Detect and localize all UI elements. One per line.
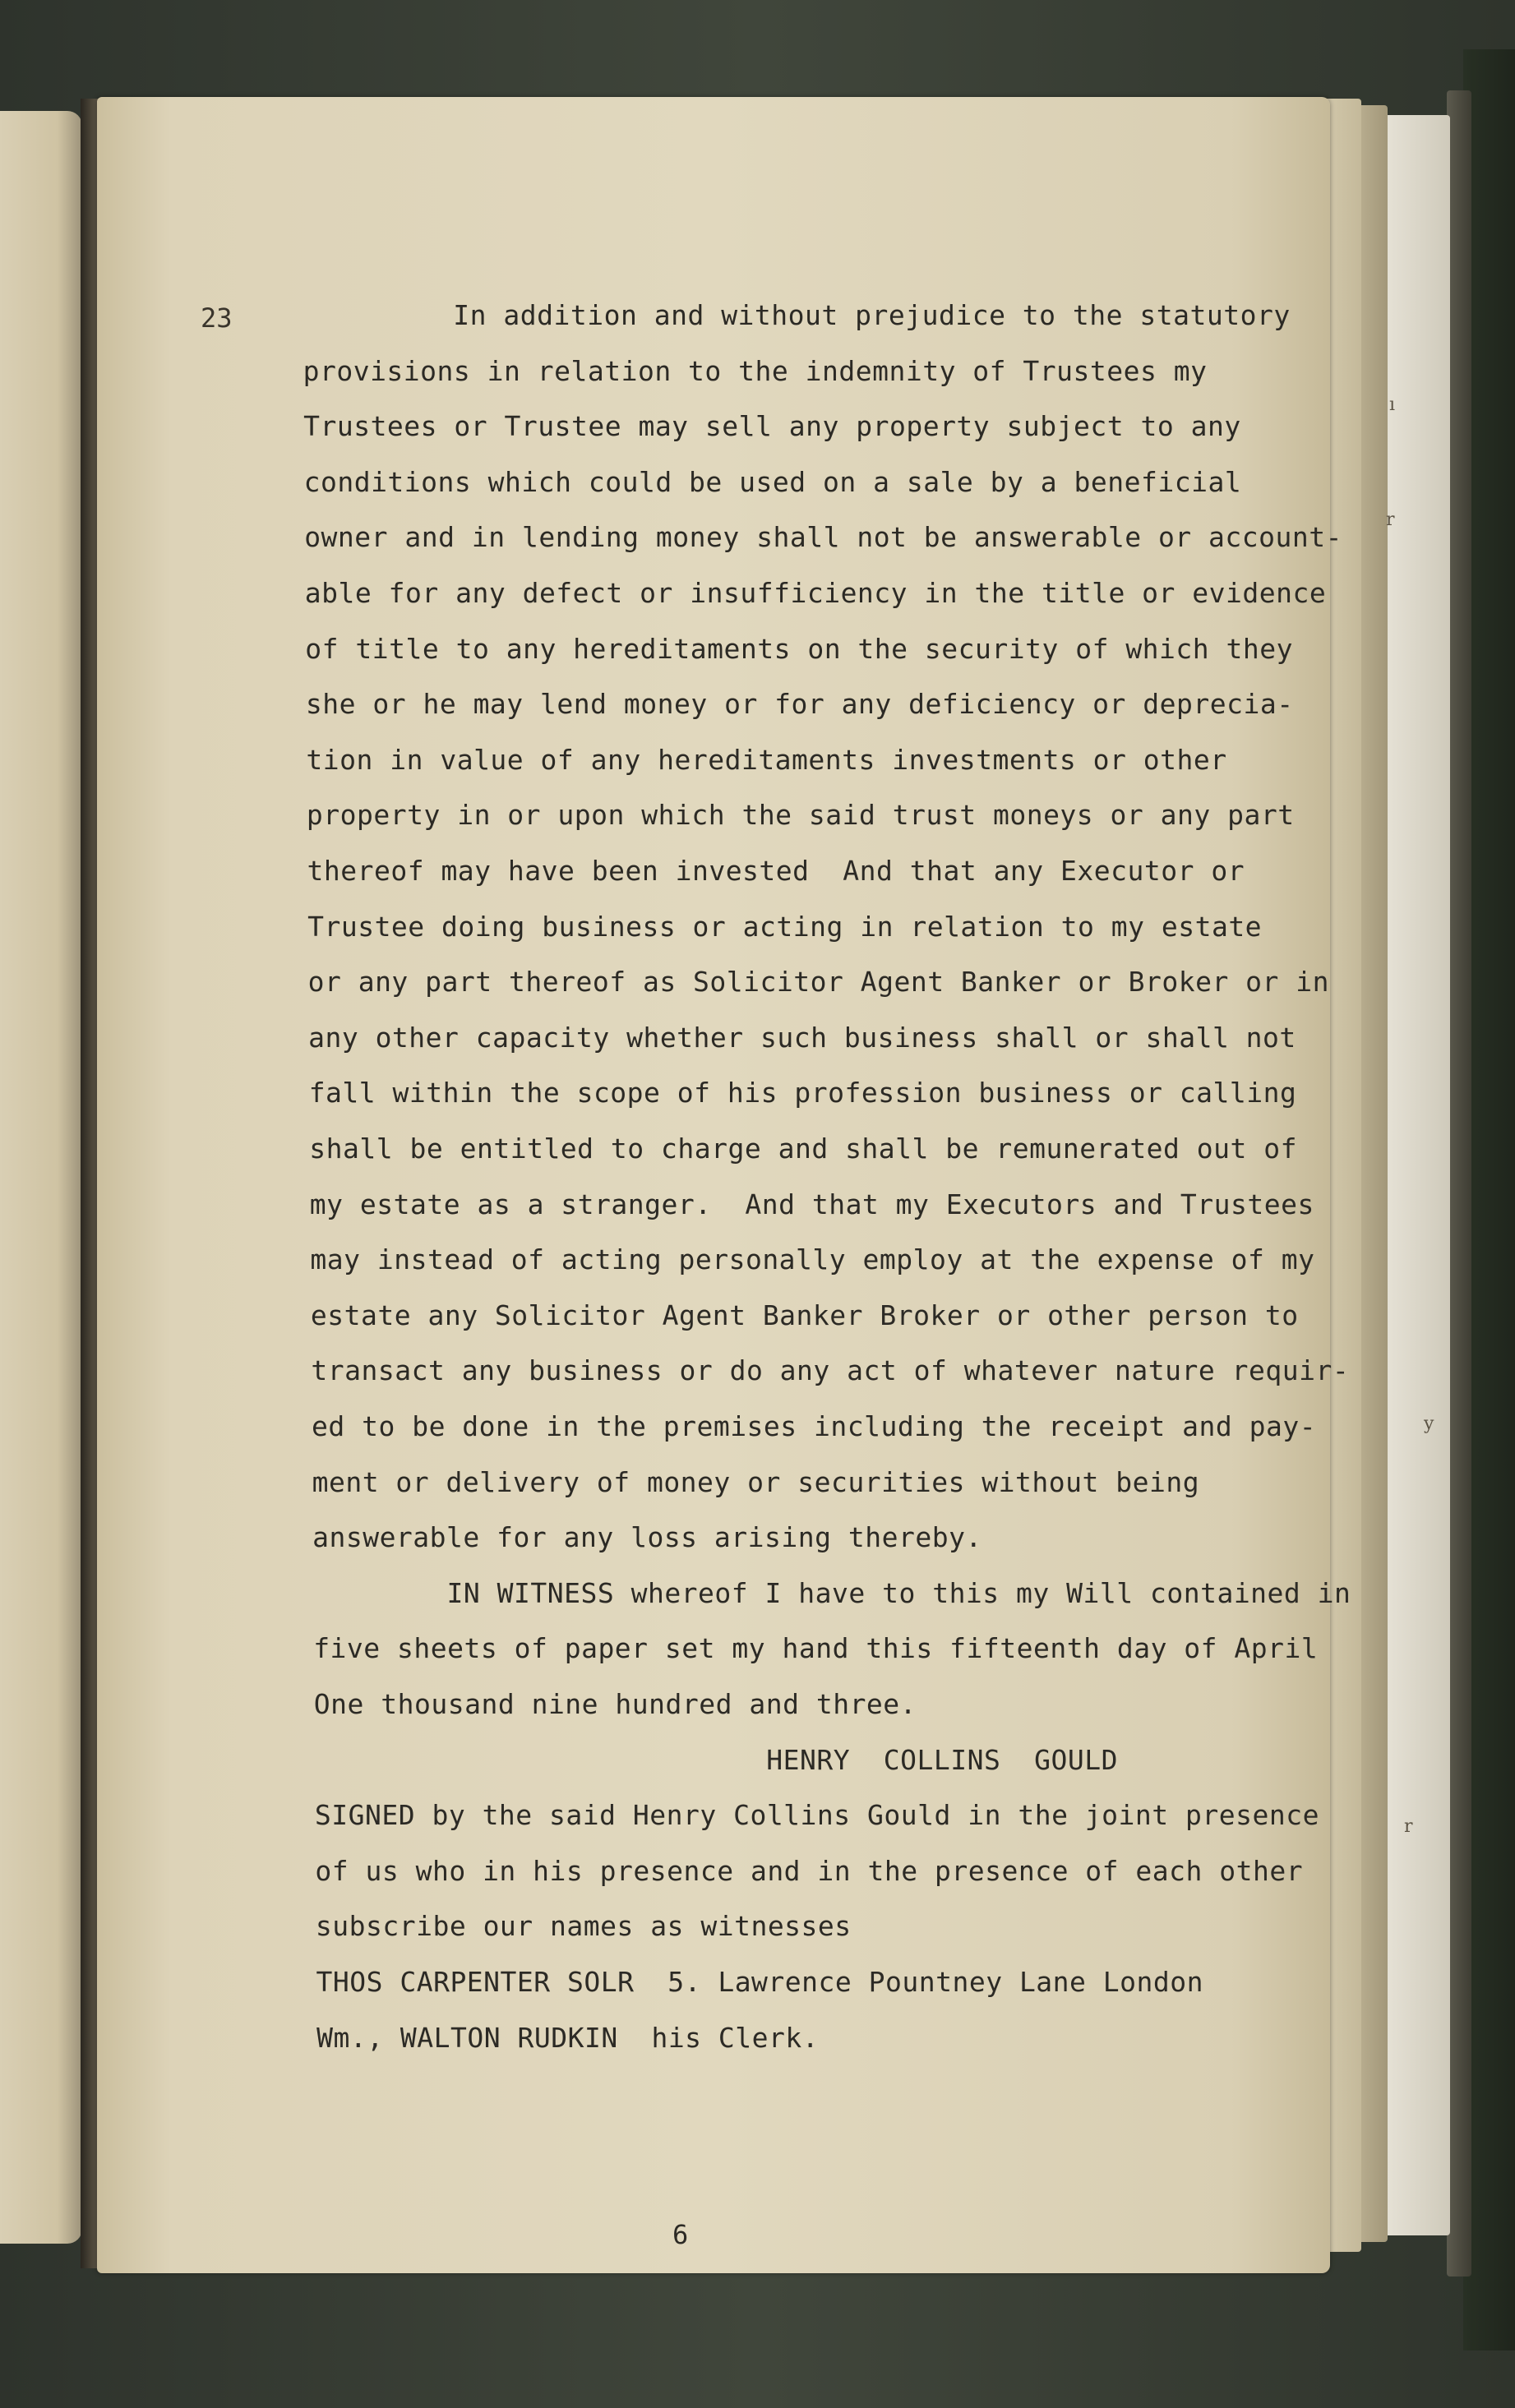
text-line: Trustee doing business or acting in relation to my estate <box>307 910 1263 943</box>
margin-number: 23 <box>201 302 233 334</box>
text-line: IN WITNESS whereof I have to this my Will contained in <box>312 1576 1351 1609</box>
left-page-edge <box>0 111 82 2244</box>
text-line: fall within the scope of his profession business or calling <box>308 1077 1297 1109</box>
stack-mark: r <box>1386 510 1395 530</box>
text-line: owner and in lending money shall not be answerable or account- <box>304 521 1342 554</box>
text-line: tion in value of any hereditaments investments or other <box>306 743 1227 776</box>
text-line: provisions in relation to the indemnity of Trustees my <box>303 354 1208 387</box>
text-line: of title to any hereditaments on the security of which they <box>305 632 1293 665</box>
text-line: subscribe our names as witnesses <box>315 1910 852 1943</box>
text-line: shall be entitled to charge and shall be remunerated out of <box>309 1132 1297 1165</box>
text-line: THOS CARPENTER SOLR 5. Lawrence Pountney Lane London <box>316 1966 1203 1998</box>
text-line: property in or upon which the said trust moneys or any part <box>306 799 1295 832</box>
page-stack-light <box>1384 115 1450 2235</box>
text-line: she or he may lend money or for any deficiency or deprecia- <box>305 688 1294 721</box>
text-line: Trustees or Trustee may sell any property subject to any <box>303 410 1241 443</box>
text-line: thereof may have been invested And that any Executor or <box>307 855 1245 887</box>
text-line: of us who in his presence and in the presence of each other <box>315 1854 1304 1887</box>
text-line: my estate as a stranger. And that my Executors and Trustees <box>309 1188 1314 1220</box>
text-line: HENRY COLLINS GOULD <box>314 1743 1118 1776</box>
text-line: any other capacity whether such business shall or shall not <box>308 1021 1296 1054</box>
text-line: SIGNED by the said Henry Collins Gould in the joint presence <box>314 1799 1319 1832</box>
text-line: ment or delivery of money or securities without being <box>312 1465 1200 1498</box>
text-line: transact any business or do any act of whatever nature requir- <box>311 1354 1350 1387</box>
text-line: or any part thereof as Solicitor Agent Banker or Broker or in <box>307 966 1330 999</box>
page-stack-mid <box>1358 105 1388 2242</box>
page-number: 6 <box>672 2219 689 2250</box>
text-line: answerable for any loss arising thereby. <box>312 1521 982 1554</box>
text-line: In addition and without prejudice to the statutory <box>303 299 1291 331</box>
text-line: five sheets of paper set my hand this fifteenth day of April <box>313 1632 1319 1665</box>
text-line: conditions which could be used on a sale by a beneficial <box>303 465 1242 498</box>
page-stack-dark <box>1447 90 1471 2277</box>
text-line: ed to be done in the premises including the receipt and pay- <box>312 1410 1317 1442</box>
text-line: Wm., WALTON RUDKIN his Clerk. <box>316 2021 820 2054</box>
stack-mark: r <box>1404 1816 1413 1837</box>
stack-mark: ı <box>1389 394 1396 415</box>
text-line: estate any Solicitor Agent Banker Broker or other person to <box>310 1299 1299 1331</box>
text-line: One thousand nine hundred and three. <box>313 1688 917 1720</box>
text-line: able for any defect or insufficiency in the title or evidence <box>304 577 1327 609</box>
stack-mark: y <box>1424 1414 1434 1434</box>
text-line: may instead of acting personally employ at the expense of my <box>310 1243 1315 1276</box>
